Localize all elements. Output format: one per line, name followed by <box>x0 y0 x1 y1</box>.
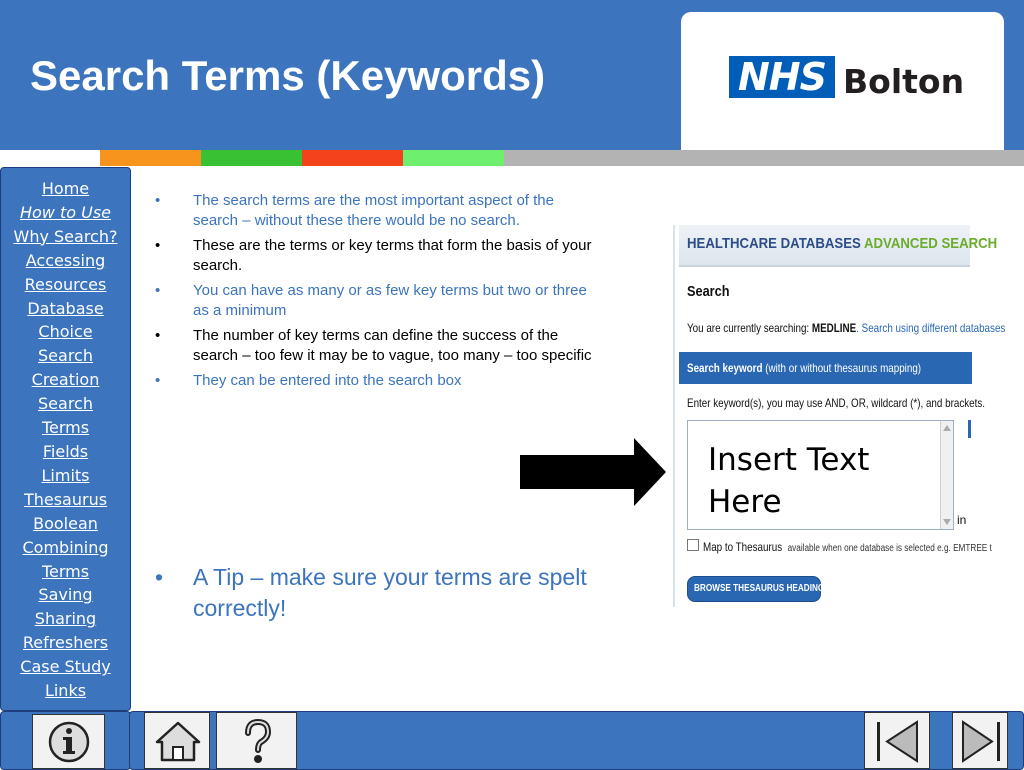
screenshot-header <box>679 225 998 267</box>
sidebar-link[interactable]: Accessing <box>25 250 106 270</box>
sidebar-link[interactable]: Terms <box>41 418 90 438</box>
stripe-red <box>302 150 403 166</box>
bullet-text: They can be entered into the search box <box>193 372 462 389</box>
screenshot-edge <box>968 420 971 438</box>
sidebar-link[interactable]: Terms <box>41 561 90 581</box>
sidebar-link[interactable]: How to Use <box>19 202 112 222</box>
sidebar-link[interactable]: Database <box>27 298 104 318</box>
sidebar-item <box>1 607 130 631</box>
sidebar-item <box>1 320 130 344</box>
screenshot-keyword-bar: Search keyword (with or without thesaurus mapping) <box>679 352 972 384</box>
tip-item <box>150 562 595 624</box>
org-name: Bolton <box>843 62 965 101</box>
stripe-orange <box>100 150 201 166</box>
sidebar-item <box>1 536 130 560</box>
bottom-toolbar <box>129 711 1024 770</box>
tip-list <box>150 562 595 629</box>
home-icon <box>145 713 211 770</box>
sidebar-item <box>1 512 130 536</box>
sidebar-item <box>1 655 130 679</box>
sidebar-link[interactable]: Creation <box>31 370 100 390</box>
previous-button[interactable] <box>864 712 930 769</box>
sidebar-item <box>1 297 130 321</box>
page-title: Search Terms (Keywords) <box>30 52 546 99</box>
sidebar-item <box>1 679 130 703</box>
help-button[interactable] <box>216 712 297 769</box>
sidebar-link[interactable]: Saving <box>38 585 93 605</box>
bullet-dot: • <box>155 327 161 344</box>
bullet-dot: • <box>155 282 161 299</box>
sidebar-link[interactable]: Sharing <box>34 609 97 629</box>
sidebar-link[interactable]: Thesaurus <box>23 489 108 509</box>
search-input-text: Insert Text Here <box>708 442 870 520</box>
map-to-thesaurus-label: Map to Thesaurus available when one database is selected e.g. EMTREE t <box>703 540 992 554</box>
sidebar-item <box>1 583 130 607</box>
sidebar-item <box>1 344 130 368</box>
info-panel <box>0 711 131 770</box>
sidebar-item <box>1 631 130 655</box>
bullet-dot: • <box>155 564 164 590</box>
sidebar-link[interactable]: Limits <box>41 465 90 485</box>
in-label: in <box>957 513 967 527</box>
bullet-list <box>150 191 595 396</box>
sidebar-link[interactable]: Search <box>38 346 93 366</box>
browse-thesaurus-button[interactable]: BROWSE THESAURUS HEADINGS <box>687 576 821 602</box>
stripe-green <box>201 150 302 166</box>
bullet-text: You can have as many or as few key terms but two or three as a minimum <box>193 282 587 319</box>
bullet-dot: • <box>155 192 161 209</box>
bullet-text: The search terms are the most important aspect of the search – without these there would be no search. <box>193 192 554 229</box>
sidebar-item <box>1 392 130 416</box>
scroll-down-icon[interactable] <box>943 519 951 525</box>
arrow-right-icon <box>520 438 666 506</box>
sidebar-link[interactable]: Why Search? <box>13 226 118 246</box>
sidebar-item <box>1 225 130 249</box>
next-button[interactable] <box>952 712 1008 769</box>
color-stripe <box>100 150 1024 166</box>
sidebar-item <box>1 488 130 512</box>
sidebar-item <box>1 416 130 440</box>
sidebar-item <box>1 249 130 273</box>
help-icon <box>217 713 298 770</box>
screenshot-title: HEALTHCARE DATABASES ADVANCED SEARCH <box>687 235 998 252</box>
sidebar-item <box>1 560 130 584</box>
stripe-light-green <box>403 150 504 166</box>
bullet-item <box>150 371 595 391</box>
info-icon <box>33 715 106 770</box>
sidebar-item <box>1 464 130 488</box>
sidebar-link[interactable]: Boolean <box>33 513 98 533</box>
sidebar-link[interactable]: Links <box>44 681 87 701</box>
bullet-item <box>150 236 595 276</box>
scrollbar[interactable] <box>940 421 953 529</box>
sidebar-link[interactable]: Case Study <box>20 657 111 677</box>
screenshot-instructions: Enter keyword(s), you may use AND, OR, wildcard (*), and brackets. <box>687 396 986 410</box>
map-to-thesaurus-checkbox[interactable] <box>687 539 699 551</box>
next-icon <box>953 713 1009 770</box>
search-input[interactable] <box>687 420 954 530</box>
bullet-dot: • <box>155 372 161 389</box>
sidebar-item <box>1 201 130 225</box>
screenshot-search-heading: Search <box>687 283 730 300</box>
scroll-up-icon[interactable] <box>943 425 951 431</box>
sidebar-item <box>1 368 130 392</box>
tip-text: A Tip – make sure your terms are spelt correctly! <box>193 564 587 621</box>
bullet-item <box>150 281 595 321</box>
sidebar-nav <box>1 168 130 703</box>
sidebar-item <box>1 440 130 464</box>
logo <box>681 12 1004 172</box>
sidebar-link[interactable]: Home <box>41 179 90 198</box>
screenshot-current-database: You are currently searching: MEDLINE. Search using different databases <box>687 321 1006 335</box>
bullet-text: The number of key terms can define the success of the search – too few it may be to vague, too many – too specific <box>193 327 592 364</box>
sidebar <box>0 167 131 711</box>
home-button[interactable] <box>144 712 210 769</box>
bullet-item <box>150 191 595 231</box>
bullet-dot: • <box>155 237 161 254</box>
sidebar-link[interactable]: Fields <box>42 441 89 461</box>
sidebar-item <box>1 273 130 297</box>
previous-icon <box>865 713 931 770</box>
sidebar-item <box>1 177 130 201</box>
sidebar-link[interactable]: Combining <box>22 537 109 557</box>
sidebar-link[interactable]: Resources <box>24 274 107 294</box>
bullet-text: These are the terms or key terms that form the basis of your search. <box>193 237 592 274</box>
nhs-logo: NHS <box>729 56 835 98</box>
database-screenshot <box>673 225 1006 607</box>
sidebar-link[interactable]: Refreshers <box>22 633 109 653</box>
sidebar-link[interactable]: Search <box>38 394 93 414</box>
info-button[interactable] <box>32 714 105 769</box>
sidebar-link[interactable]: Choice <box>38 322 93 342</box>
bullet-item <box>150 326 595 366</box>
stripe-grey <box>504 150 1024 166</box>
